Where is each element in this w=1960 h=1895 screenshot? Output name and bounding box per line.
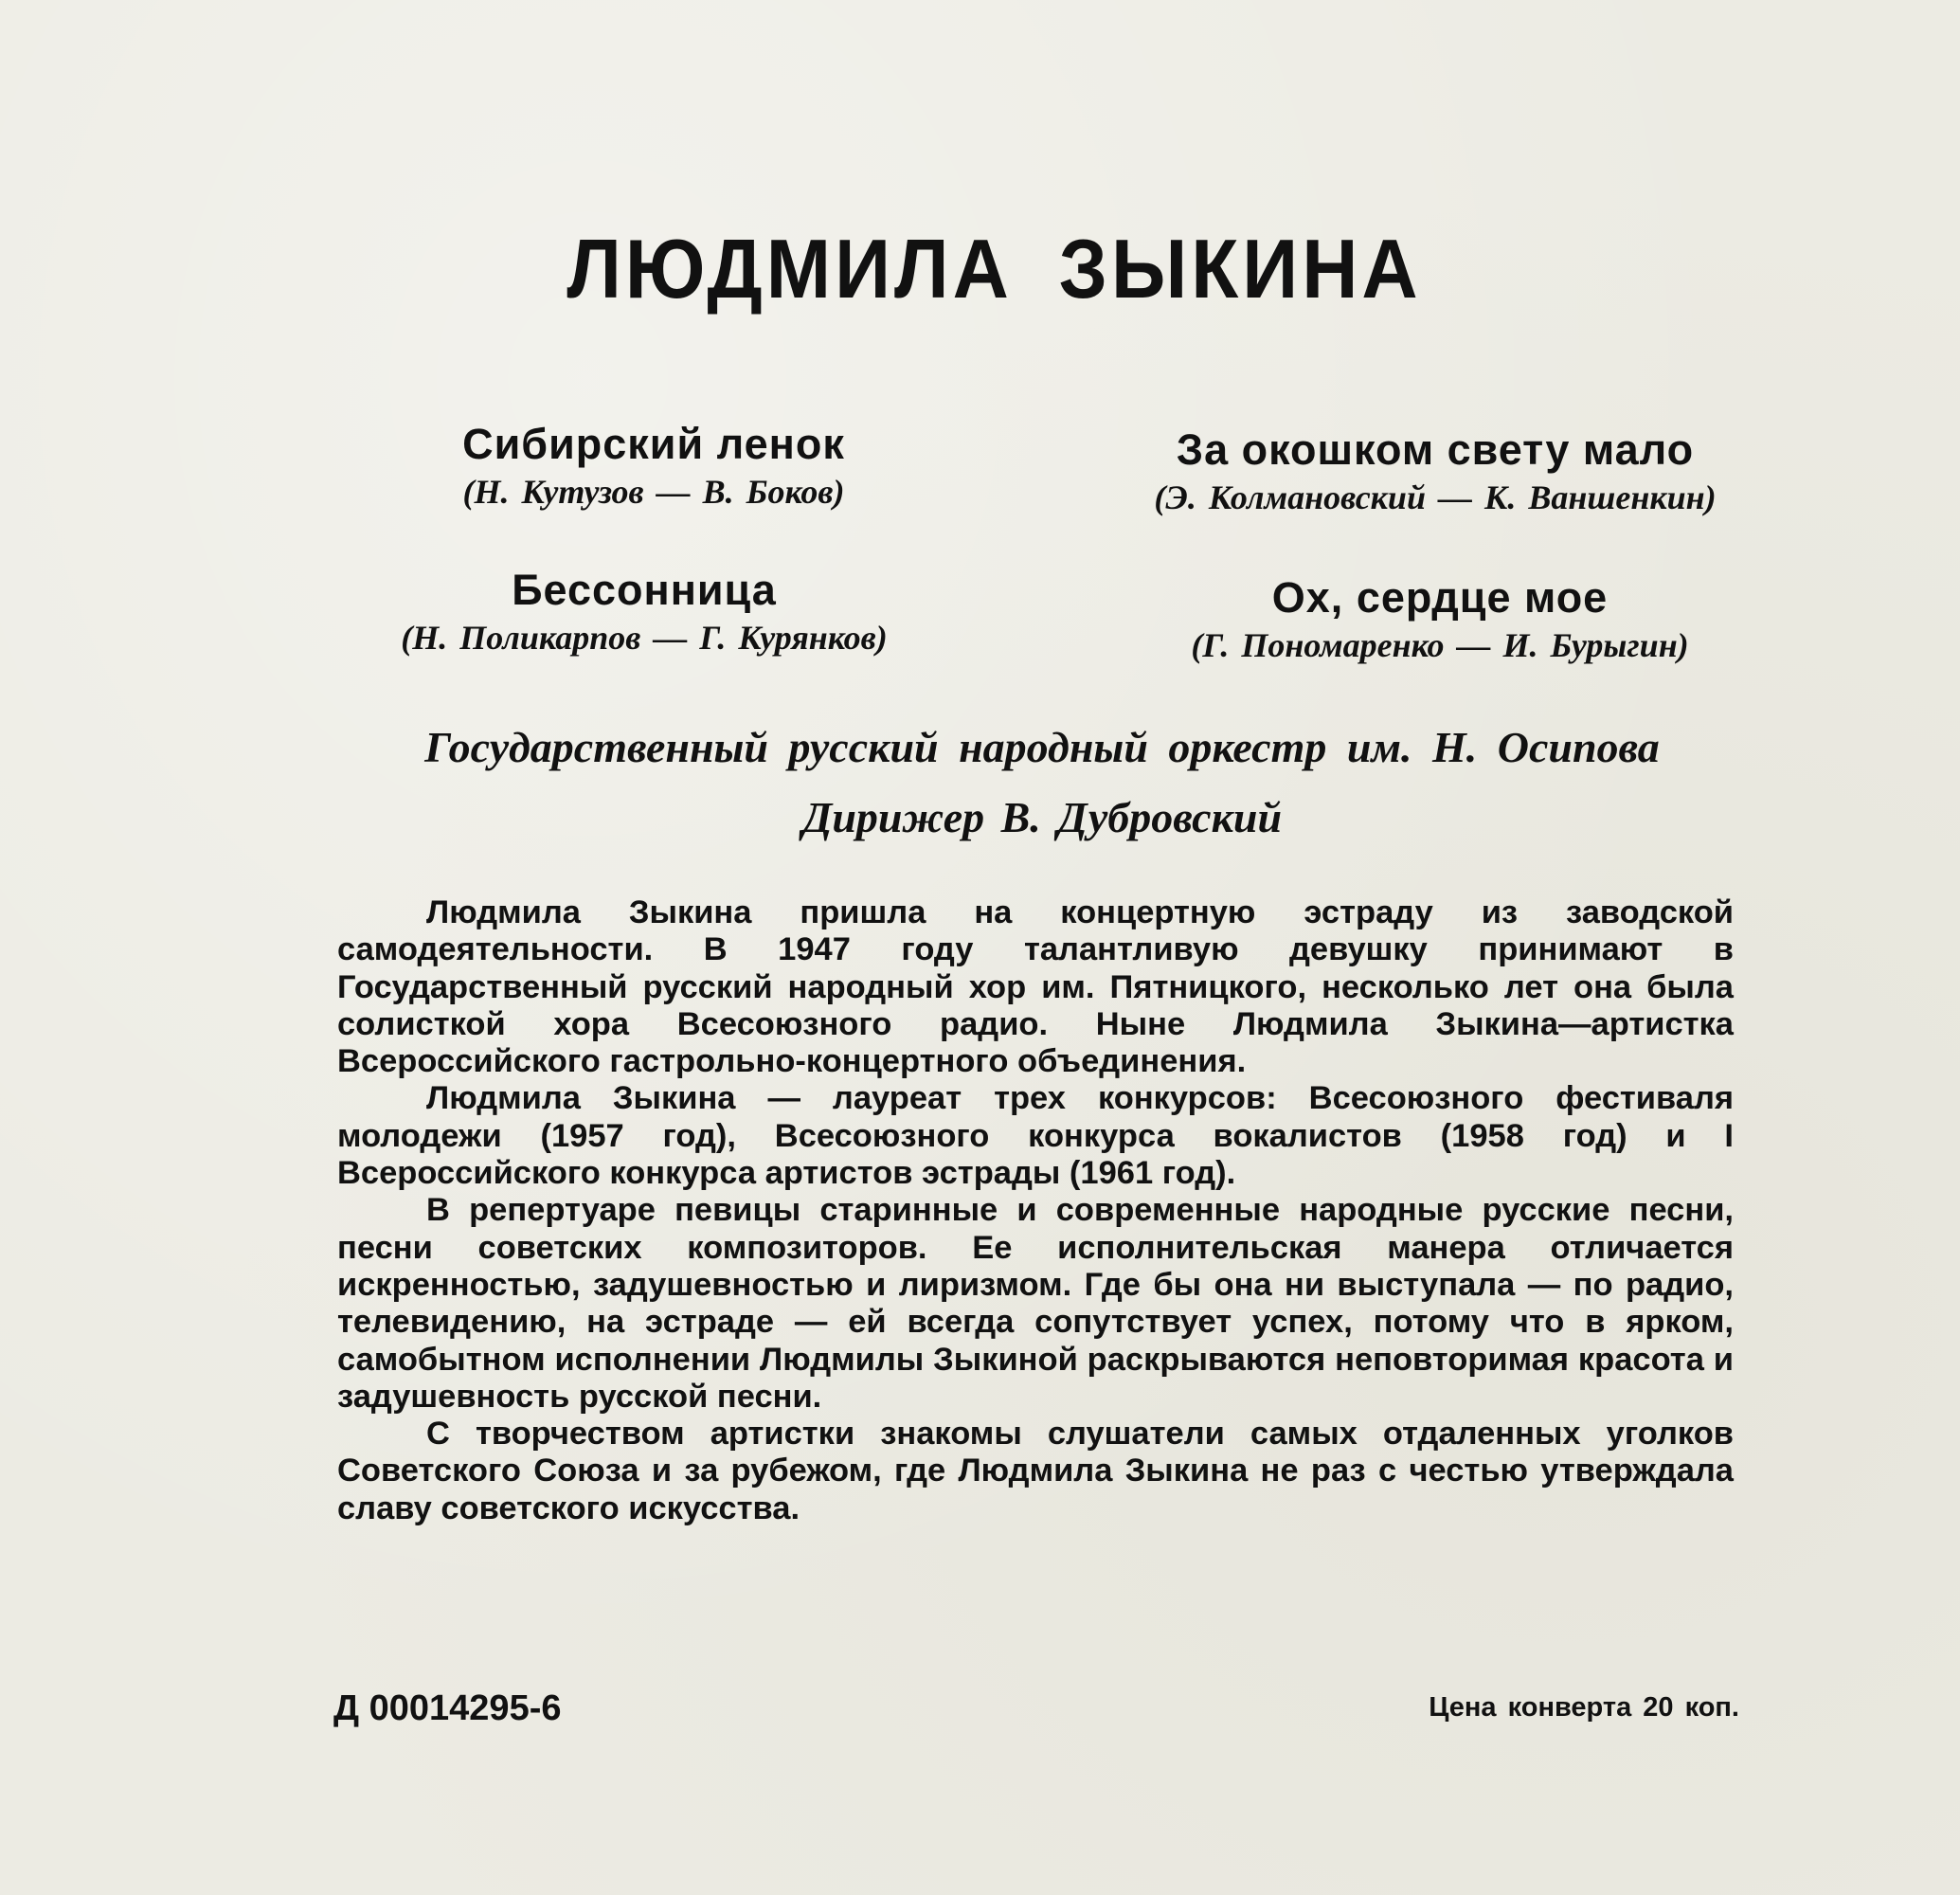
- conductor-credit: Дирижер В. Дубровский: [801, 793, 1283, 841]
- track-credits: (Н. Поликарпов — Г. Курянков): [401, 619, 888, 657]
- track-credits: (Г. Пономаренко — И. Бурыгин): [1191, 626, 1689, 664]
- bio-paragraph: С творчеством артистки знакомы слушатели самых отдаленных уголков Советского Союза и за рубежом, где Людмила Зыкина не раз с честью утверждала славу советского искусства.: [337, 1416, 1734, 1526]
- sleeve-price: Цена конверта 20 коп.: [1429, 1692, 1739, 1723]
- orchestra-credit: Государственный русский народный оркестр им. Н. Осипова: [424, 723, 1660, 771]
- track-entry: [1070, 424, 1800, 519]
- track-credits: (Н. Кутузов — В. Боков): [462, 473, 845, 511]
- track-title: Бессонница: [512, 566, 777, 614]
- track-entry: [1089, 572, 1790, 667]
- bio-paragraph: Людмила Зыкина — лауреат трех конкурсов: Всесоюзного фестиваля молодежи (1957 год), Всесоюзного конкурса вокалистов (1958 год) и I Всероссийского конкурса артистов эстрады (1961 год).: [337, 1080, 1734, 1192]
- bio-paragraph: В репертуаре певицы старинные и современные народные русские песни, песни советских композиторов. Ее исполнительская манера отличается искренностью, задушевностью и лиризмом. Где бы она ни выступала — по радио, телевидению, на эстраде — ей всегда сопутствует успех, потому что в ярком, самобытном исполнении Людмилы Зыкиной раскрываются неповторимая красота и задушевность русской песни.: [337, 1192, 1734, 1415]
- catalog-number: Д 00014295-6: [333, 1688, 562, 1728]
- biography-text: [337, 894, 1734, 1527]
- track-title: За окошком свету мало: [1176, 425, 1695, 474]
- track-entry: [360, 419, 947, 514]
- track-credits: (Э. Колмановский — К. Ваншенкин): [1154, 478, 1717, 516]
- bio-paragraph: Людмила Зыкина пришла на концертную эстраду из заводской самодеятельности. В 1947 году талантливую девушку принимают в Государственный русский народный хор им. Пятницкого, несколько лет она была солисткой хора Всесоюзного радио. Ныне Людмила Зыкина—артистка Всероссийского гастрольно-концертного объединения.: [337, 894, 1734, 1080]
- track-title: Сибирский ленок: [462, 420, 845, 468]
- track-entry: [303, 565, 985, 659]
- track-title: Ох, сердце мое: [1271, 573, 1609, 622]
- artist-title: ЛЮДМИЛА ЗЫКИНА: [566, 223, 1422, 316]
